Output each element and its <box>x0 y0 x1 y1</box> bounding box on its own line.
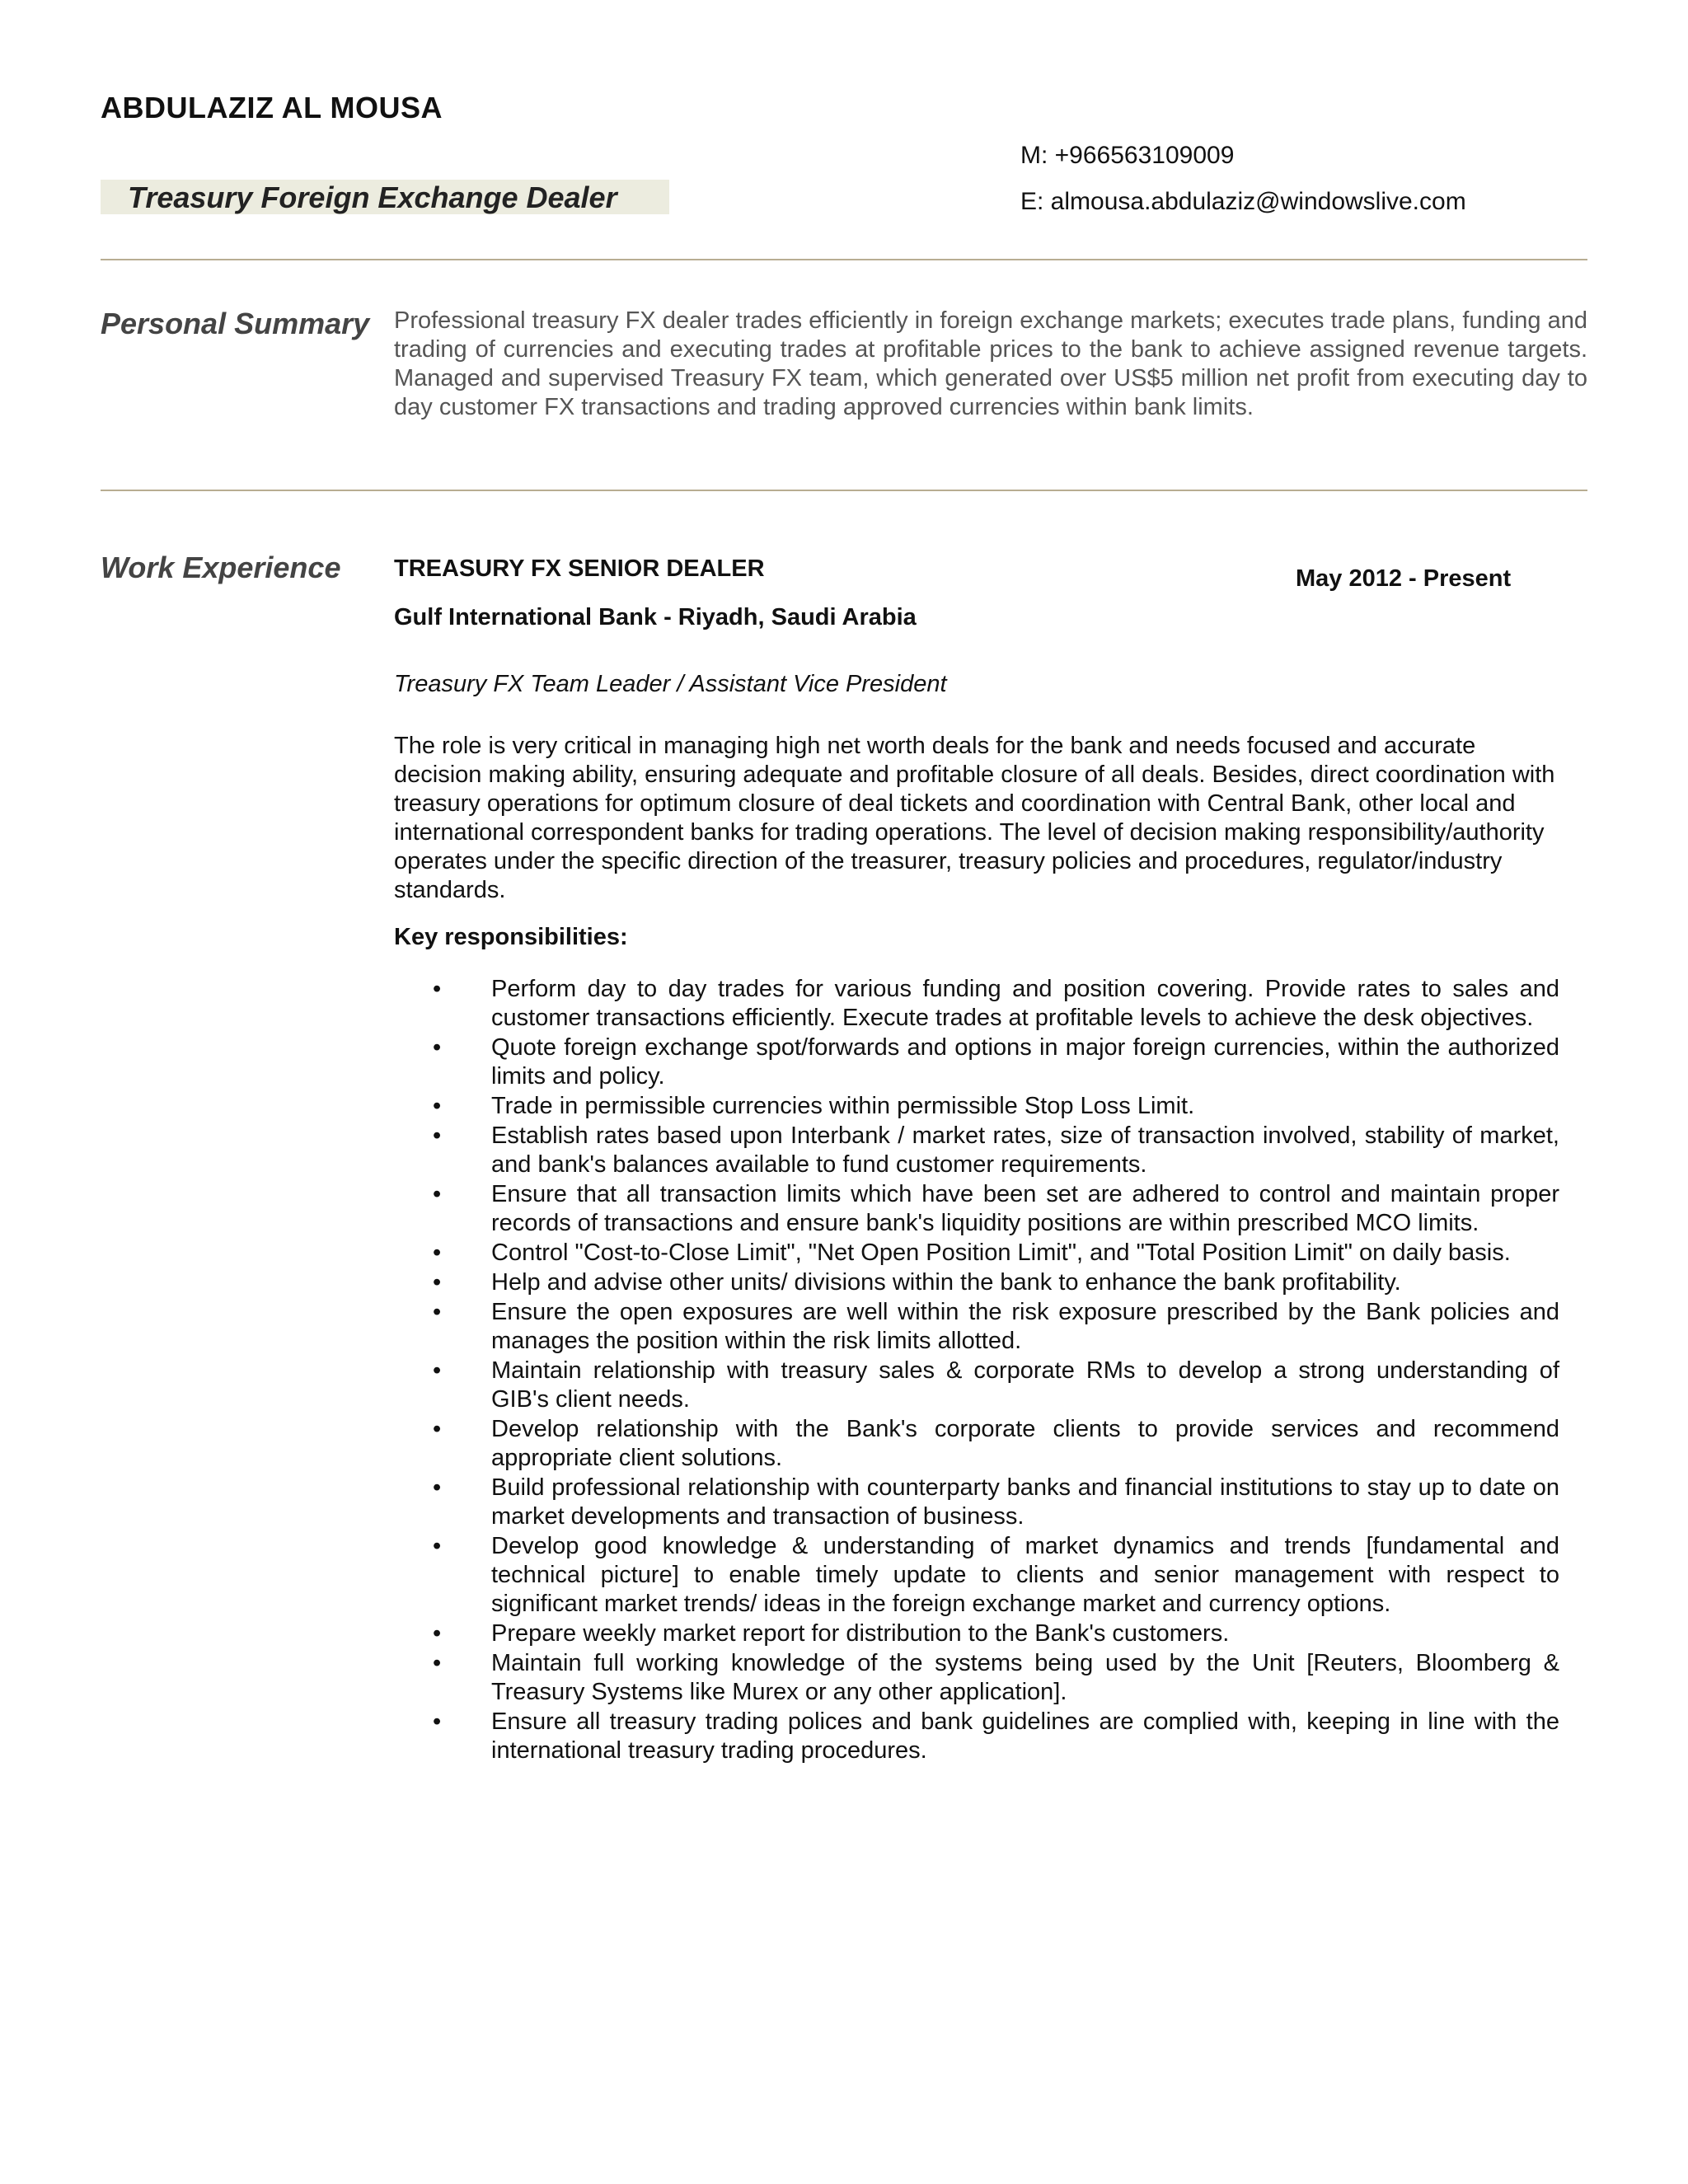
job-title: TREASURY FX SENIOR DEALER <box>394 555 765 582</box>
bullet-icon: • <box>433 1474 442 1501</box>
personal-summary-text: Professional treasury FX dealer trades efficiently in foreign exchange markets; executes trade plans, funding and trading of currencies and executing trades at profitable prices to the bank to achieve assigned revenue targets. Managed and supervised Treasury FX team, which generated over US$5 million net profit from executing day to day customer FX transactions and trading approved currencies within bank limits. <box>394 307 1587 420</box>
personal-summary-heading: Personal Summary <box>101 307 370 340</box>
list-item <box>394 1033 1559 1091</box>
list-item <box>394 1708 1559 1765</box>
list-item <box>394 1180 1559 1238</box>
list-item <box>394 975 1559 1033</box>
list-item <box>394 1532 1559 1619</box>
list-item-text: Maintain relationship with treasury sales & corporate RMs to develop a strong understanding of GIB's client needs. <box>491 1357 1559 1413</box>
list-item-text: Build professional relationship with counterparty banks and financial institutions to stay up to date on market developments and transaction of business. <box>491 1474 1559 1530</box>
work-experience-heading: Work Experience <box>101 551 341 584</box>
email-address: E: almousa.abdulaziz@windowslive.com <box>1020 188 1466 215</box>
bullet-icon: • <box>433 1299 442 1325</box>
list-item-text: Develop good knowledge & understanding of market dynamics and trends [fundamental and technical picture] to enable timely update to clients and senior management with respect to significant market trends/ ideas in the foreign exchange market and currency options. <box>491 1533 1559 1617</box>
list-item-text: Trade in permissible currencies within permissible Stop Loss Limit. <box>491 1093 1195 1119</box>
bullet-icon: • <box>433 1122 442 1149</box>
list-item-text: Maintain full working knowledge of the systems being used by the Unit [Reuters, Bloomberg & Treasury Systems like Murex or any other application]. <box>491 1650 1559 1705</box>
job-dates: May 2012 - Present <box>1296 565 1512 592</box>
list-item <box>394 1649 1559 1707</box>
bullet-icon: • <box>433 1416 442 1442</box>
list-item <box>394 1122 1559 1179</box>
list-item <box>394 1092 1559 1121</box>
bullet-icon: • <box>433 1708 442 1735</box>
list-item-text: Ensure the open exposures are well within the risk exposure prescribed by the Bank policies and manages the position within the risk limits allotted. <box>491 1299 1559 1354</box>
list-item <box>394 1239 1559 1268</box>
bullet-icon: • <box>433 1093 442 1119</box>
list-item <box>394 1474 1559 1531</box>
employer: Gulf International Bank - Riyadh, Saudi Arabia <box>394 604 917 630</box>
list-item-text: Establish rates based upon Interbank / market rates, size of transaction involved, stability of market, and bank's balances available to fund customer requirements. <box>491 1122 1559 1178</box>
list-item-text: Prepare weekly market report for distribution to the Bank's customers. <box>491 1620 1230 1647</box>
list-item-text: Quote foreign exchange spot/forwards and options in major foreign currencies, within the authorized limits and policy. <box>491 1034 1559 1090</box>
list-item-text: Ensure all treasury trading polices and bank guidelines are complied with, keeping in line with the international treasury trading procedures. <box>491 1708 1559 1764</box>
list-item-text: Develop relationship with the Bank's corporate clients to provide services and recommend appropriate client solutions. <box>491 1416 1559 1471</box>
bullet-icon: • <box>433 1650 442 1676</box>
list-item <box>394 1415 1559 1473</box>
phone-number: M: +966563109009 <box>1020 142 1235 169</box>
summary-divider <box>101 490 1587 491</box>
list-item <box>394 1298 1559 1356</box>
bullet-icon: • <box>433 1181 442 1207</box>
list-item-text: Perform day to day trades for various funding and position covering. Provide rates to sales and customer transactions efficiently. Execute trades at profitable levels to achieve the desk objectives. <box>491 976 1559 1031</box>
bullet-icon: • <box>433 1620 442 1647</box>
bullet-icon: • <box>433 1269 442 1296</box>
responsibilities-list <box>394 975 1559 1766</box>
job-description: The role is very critical in managing high net worth deals for the bank and needs focused and accurate decision making ability, ensuring adequate and profitable closure of all deals. Besides, direct coordination with treasury operations for optimum closure of deal tickets and coordination with Central Bank, other local and international correspondent banks for trading operations. The level of decision making responsibility/authority operates under the specific direction of the treasurer, treasury policies and procedures, regulator/industry standards. <box>394 733 1555 903</box>
bullet-icon: • <box>433 976 442 1002</box>
responsibilities-heading: Key responsibilities: <box>394 924 628 950</box>
list-item-text: Ensure that all transaction limits which have been set are adhered to control and maintain proper records of transactions and ensure bank's liquidity positions are within prescribed MCO limits. <box>491 1181 1559 1236</box>
bullet-icon: • <box>433 1357 442 1384</box>
list-item <box>394 1268 1559 1297</box>
list-item <box>394 1357 1559 1414</box>
candidate-name: ABDULAZIZ AL MOUSA <box>101 91 443 124</box>
list-item-text: Help and advise other units/ divisions within the bank to enhance the bank profitability. <box>491 1269 1401 1296</box>
job-role: Treasury FX Team Leader / Assistant Vice President <box>394 671 947 697</box>
professional-title: Treasury Foreign Exchange Dealer <box>128 180 617 214</box>
list-item-text: Control "Cost-to-Close Limit", "Net Open Position Limit", and "Total Position Limit" on daily basis. <box>491 1240 1511 1266</box>
bullet-icon: • <box>433 1240 442 1266</box>
bullet-icon: • <box>433 1034 442 1061</box>
header-divider <box>101 259 1587 260</box>
bullet-icon: • <box>433 1533 442 1559</box>
list-item <box>394 1619 1559 1648</box>
